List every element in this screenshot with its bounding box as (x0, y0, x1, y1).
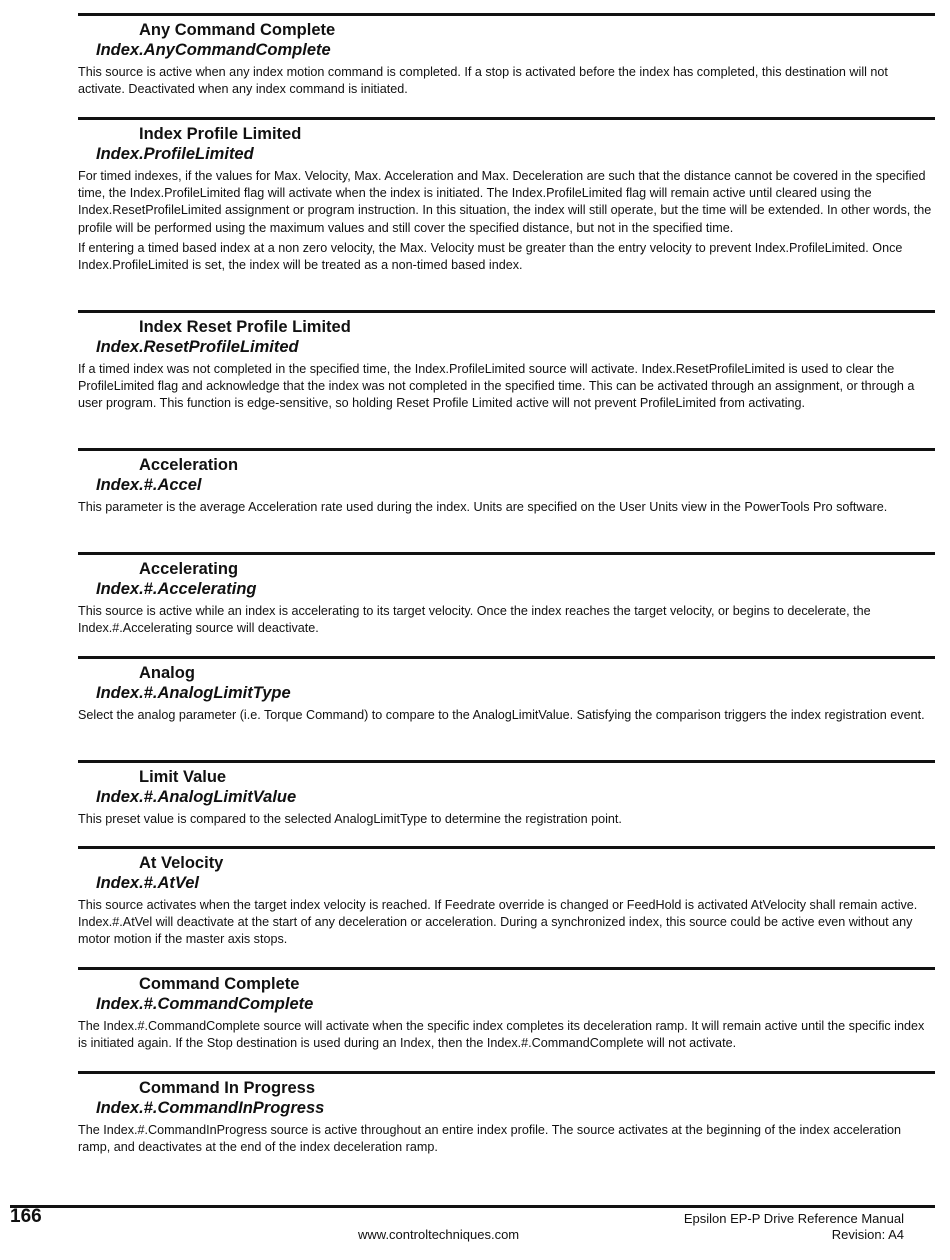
section-command-in-progress (78, 1071, 935, 1156)
section-command-complete (78, 967, 935, 1052)
section-title: Command Complete (139, 975, 300, 993)
section-title: Analog (139, 664, 195, 682)
section-title: Limit Value (139, 768, 227, 786)
parameter-name: Index.#.AtVel (96, 874, 200, 892)
parameter-name: Index.#.CommandComplete (96, 995, 314, 1013)
footer-divider (10, 1205, 935, 1208)
parameter-name: Index.AnyCommandComplete (96, 41, 331, 59)
section-paragraph: Select the analog parameter (i.e. Torque Command) to compare to the AnalogLimitValue. Satisfying the comparison triggers the index registration event. (78, 708, 925, 722)
section-paragraph: This source activates when the target index velocity is reached. If Feedrate override is changed or FeedHold is activated AtVelocity shall remain active. Index.#.AtVel will deactivate at the start of any deceleration or acceleration. During a synchronized index, this source could be active even without any motor motion if the master axis stops. (78, 898, 918, 947)
section-paragraph: The Index.#.CommandInProgress source is active throughout an entire index profile. The source activates at the beginning of the index acceleration ramp, and deactivates at the end of the index deceleration ramp. (78, 1123, 902, 1155)
section-paragraph: If entering a timed based index at a non zero velocity, the Max. Velocity must be greater than the entry velocity to prevent Index.ProfileLimited. Once Index.ProfileLimited is set, the index will be treated as a non-timed based index. (78, 240, 903, 273)
section-title: At Velocity (139, 854, 224, 872)
parameter-name: Index.#.CommandInProgress (96, 1099, 325, 1117)
section-title: Any Command Complete (139, 21, 336, 39)
section-paragraph: For timed indexes, if the values for Max. Velocity, Max. Acceleration and Max. Deceleration are such that the distance cannot be covered in the specified time, the Index.ProfileLimited flag will activate when the index is initiated. The Index.ProfileLimited flag will remain active until cleared using the Index.ResetProfileLimited assignment or program instruction. In this situation, the index will still operate, but the time will be extended. In other words, the profile will be performed using the maximum values and still cover the specified distance, but not in the specified time. (78, 169, 932, 235)
section-paragraph: If a timed index was not completed in the specified time, the Index.ProfileLimited source will activate. Index.ResetProfileLimited is used to clear the ProfileLimited flag and acknowledge that the index was not completed in the specified time. This can be activated through an assignment, or through a user program. This function is edge-sensitive, so holding Reset Profile Limited active will not prevent ProfileLimited from activating. (78, 362, 915, 411)
section-paragraph: This parameter is the average Acceleration rate used during the index. Units are specified on the User Units view in the PowerTools Pro software. (78, 500, 888, 514)
section-title: Index Reset Profile Limited (139, 318, 351, 336)
section-paragraph: This source is active while an index is accelerating to its target velocity. Once the index reaches the target velocity, or begins to decelerate, the Index.#.Accelerating source will deactivate. (78, 604, 871, 636)
section-title: Command In Progress (139, 1079, 316, 1097)
parameter-name: Index.#.Accelerating (96, 580, 257, 598)
parameter-name: Index.#.AnalogLimitType (96, 684, 291, 702)
section-paragraph: This preset value is compared to the selected AnalogLimitType to determine the registration point. (78, 812, 622, 826)
parameter-name: Index.ResetProfileLimited (96, 338, 299, 356)
website-link[interactable]: www.controltechniques.com (358, 1227, 520, 1242)
section-title: Index Profile Limited (139, 125, 302, 143)
revision-label: Revision: A4 (831, 1227, 904, 1242)
section-analog (78, 656, 935, 724)
section-title: Accelerating (139, 560, 239, 578)
section-index-reset-profile-limited (78, 310, 935, 413)
page-number: 166 (10, 1206, 42, 1227)
section-any-command-complete (78, 13, 935, 98)
parameter-name: Index.ProfileLimited (96, 145, 254, 163)
section-limit-value (78, 760, 935, 828)
manual-title: Epsilon EP-P Drive Reference Manual (683, 1211, 904, 1226)
section-at-velocity (78, 846, 935, 949)
section-index-profile-limited (78, 117, 935, 274)
section-acceleration (78, 448, 935, 516)
section-title: Acceleration (139, 456, 239, 474)
parameter-name: Index.#.Accel (96, 476, 202, 494)
section-paragraph: The Index.#.CommandComplete source will activate when the specific index completes its deceleration ramp. It will remain active until the specific index is initiated again. If the Stop destination is used during an Index, then the Index.#.CommandComplete will not activate. (78, 1019, 925, 1051)
parameter-name: Index.#.AnalogLimitValue (96, 788, 297, 806)
section-accelerating (78, 552, 935, 637)
section-paragraph: This source is active when any index motion command is completed. If a stop is activated before the index has completed, this destination will not activate. Deactivated when any index command is initiated. (78, 65, 888, 97)
